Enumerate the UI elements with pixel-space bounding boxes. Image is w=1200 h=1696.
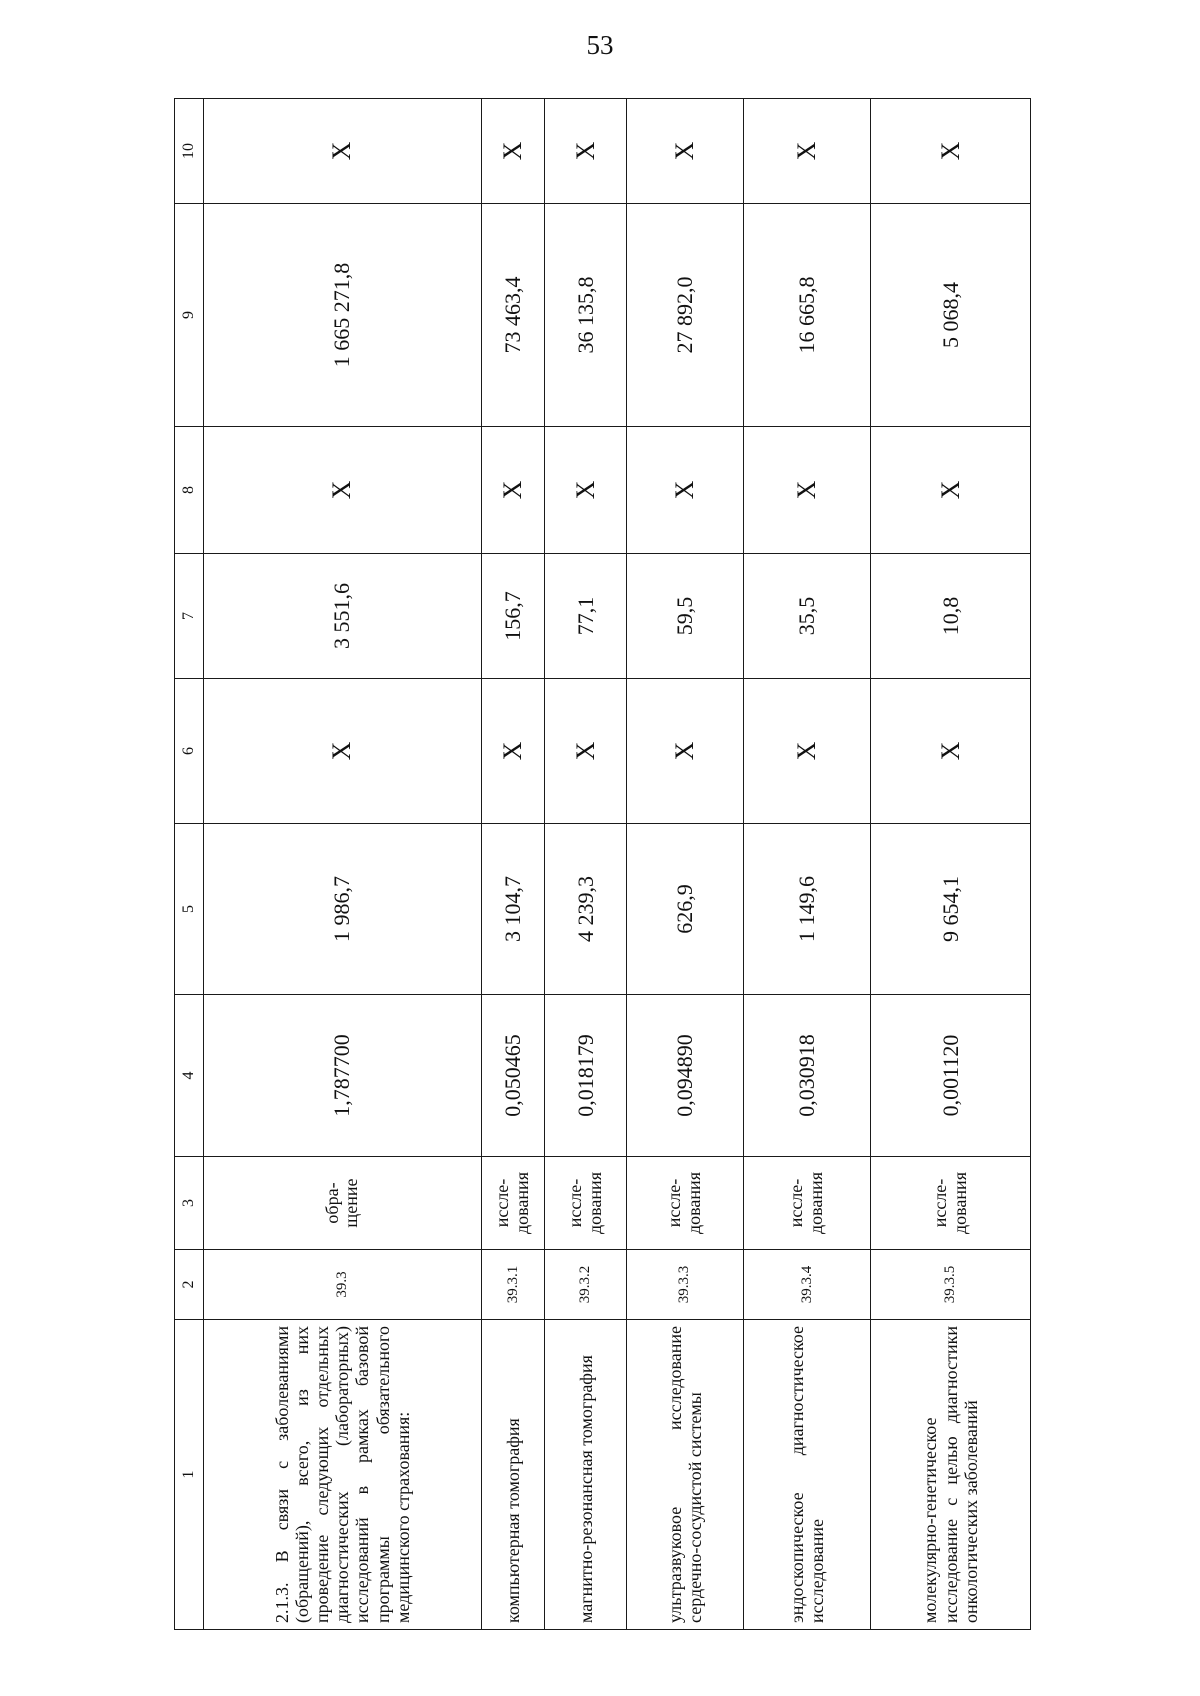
table-row	[743, 99, 870, 1630]
cell-col9: 1 665 271,8	[204, 204, 482, 427]
table-row	[871, 99, 1031, 1630]
cell-col10: Х	[545, 99, 626, 204]
row-code: 39.3.3	[626, 1250, 743, 1320]
row-name: молекулярно-генетическое исследование с целью диагностики онкологических заболеваний	[871, 1320, 1031, 1630]
cell-col9: 27 892,0	[626, 204, 743, 427]
cell-col6: Х	[626, 679, 743, 824]
column-header: 8	[175, 427, 204, 554]
column-header: 3	[175, 1157, 204, 1250]
row-code: 39.3.5	[871, 1250, 1031, 1320]
cell-col7: 35,5	[743, 554, 870, 679]
cell-col4: 0,030918	[743, 995, 870, 1157]
column-header: 7	[175, 554, 204, 679]
cell-col5: 3 104,7	[481, 824, 545, 995]
column-header: 2	[175, 1250, 204, 1320]
column-header: 4	[175, 995, 204, 1157]
column-header: 10	[175, 99, 204, 204]
row-name: 2.1.3. В связи с заболеваниями (обращений), всего, из них проведение следующих отдельных диагностических (лабораторных) исследований в рамках базовой программы обязательного медицинского страхования:	[204, 1320, 482, 1630]
row-code: 39.3.1	[481, 1250, 545, 1320]
cell-col8: Х	[626, 427, 743, 554]
column-header: 6	[175, 679, 204, 824]
cell-col5: 1 149,6	[743, 824, 870, 995]
cell-col8: Х	[204, 427, 482, 554]
row-unit: иссле-дования	[626, 1157, 743, 1250]
cell-col10: Х	[871, 99, 1031, 204]
cell-col6: Х	[545, 679, 626, 824]
cell-col5: 1 986,7	[204, 824, 482, 995]
cell-col9: 16 665,8	[743, 204, 870, 427]
cell-col4: 0,001120	[871, 995, 1031, 1157]
cell-col5: 4 239,3	[545, 824, 626, 995]
cell-col9: 36 135,8	[545, 204, 626, 427]
cell-col10: Х	[626, 99, 743, 204]
row-unit: иссле-дования	[743, 1157, 870, 1250]
header-row	[175, 99, 204, 1630]
cell-col9: 5 068,4	[871, 204, 1031, 427]
table-row	[626, 99, 743, 1630]
data-table	[174, 98, 1031, 1630]
row-code: 39.3	[204, 1250, 482, 1320]
cell-col8: Х	[545, 427, 626, 554]
row-name: магнитно-резонансная томография	[545, 1320, 626, 1630]
page-number: 53	[586, 30, 614, 60]
column-header: 5	[175, 824, 204, 995]
cell-col6: Х	[481, 679, 545, 824]
cell-col5: 626,9	[626, 824, 743, 995]
cell-col8: Х	[481, 427, 545, 554]
cell-col4: 1,787700	[204, 995, 482, 1157]
cell-col10: Х	[743, 99, 870, 204]
cell-col7: 77,1	[545, 554, 626, 679]
cell-col4: 0,094890	[626, 995, 743, 1157]
cell-col8: Х	[743, 427, 870, 554]
row-name: ультразвуковое исследование сердечно-сосудистой системы	[626, 1320, 743, 1630]
cell-col7: 3 551,6	[204, 554, 482, 679]
table-row	[481, 99, 545, 1630]
cell-col6: Х	[743, 679, 870, 824]
row-code: 39.3.2	[545, 1250, 626, 1320]
cell-col8: Х	[871, 427, 1031, 554]
cell-col9: 73 463,4	[481, 204, 545, 427]
cell-col7: 10,8	[871, 554, 1031, 679]
table-row	[545, 99, 626, 1630]
cell-col10: Х	[481, 99, 545, 204]
row-name: эндоскопическое диагностическое исследование	[743, 1320, 870, 1630]
cell-col6: Х	[871, 679, 1031, 824]
cell-col4: 0,050465	[481, 995, 545, 1157]
cell-col7: 156,7	[481, 554, 545, 679]
row-unit: обра-щение	[204, 1157, 482, 1250]
cell-col6: Х	[204, 679, 482, 824]
row-unit: иссле-дования	[871, 1157, 1031, 1250]
cell-col5: 9 654,1	[871, 824, 1031, 995]
cell-col7: 59,5	[626, 554, 743, 679]
row-unit: иссле-дования	[481, 1157, 545, 1250]
table-row	[204, 99, 482, 1630]
cell-col10: Х	[204, 99, 482, 204]
row-name: компьютерная томография	[481, 1320, 545, 1630]
cell-col4: 0,018179	[545, 995, 626, 1157]
row-code: 39.3.4	[743, 1250, 870, 1320]
column-header: 9	[175, 204, 204, 427]
column-header: 1	[175, 1320, 204, 1630]
row-unit: иссле-дования	[545, 1157, 626, 1250]
rotated-table-container	[174, 99, 1031, 1630]
